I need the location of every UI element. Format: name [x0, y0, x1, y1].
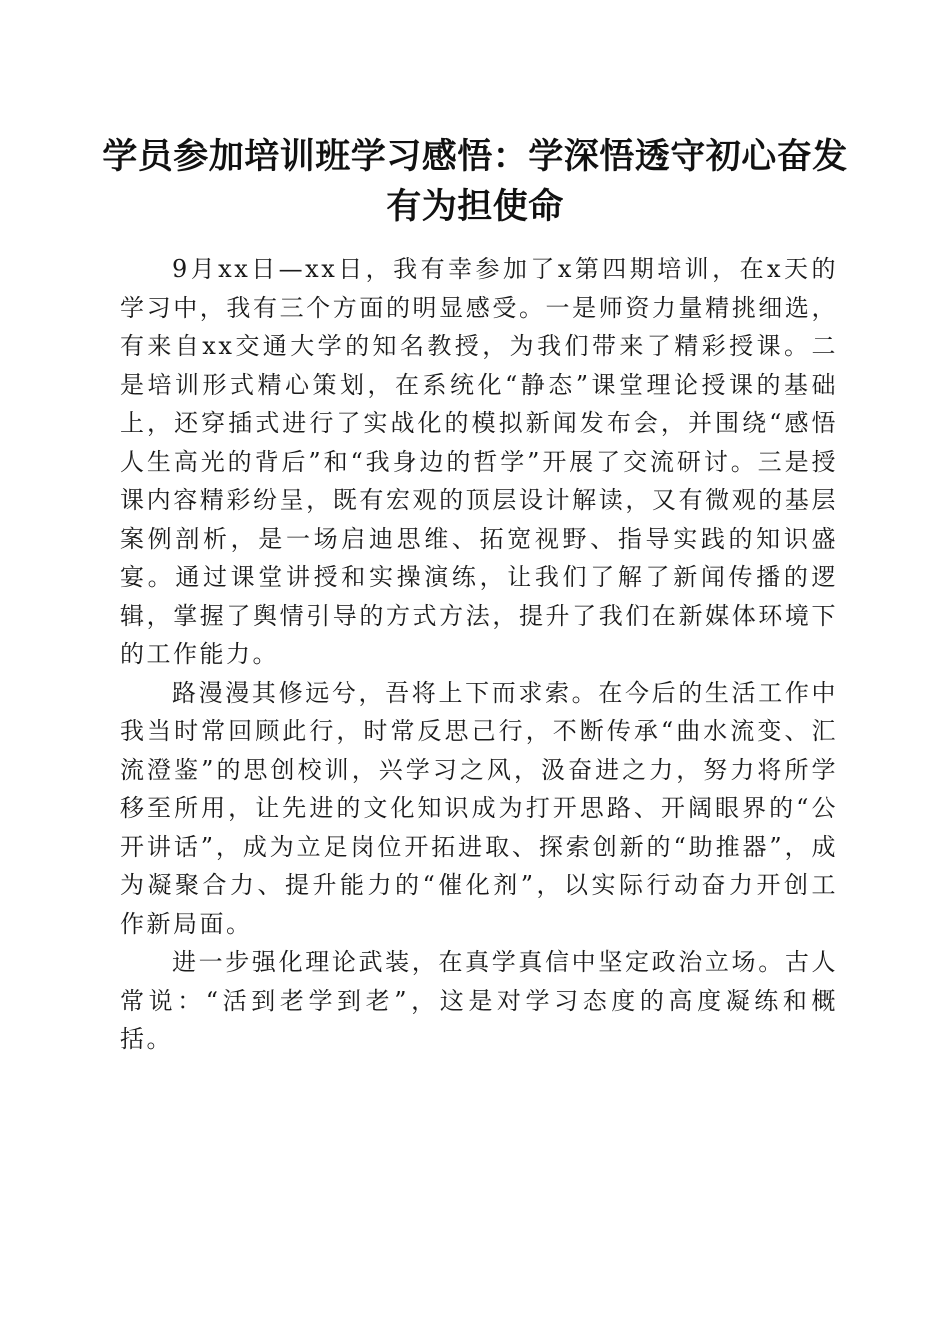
paragraph-3: 进一步强化理论武装，在真学真信中坚定政治立场。古人常说：“活到老学到老”，这是对学习态度的高度凝练和概括。	[120, 948, 838, 1053]
document-title: 学员参加培训班学习感悟：学深悟透守初心奋发有为担使命	[102, 136, 848, 227]
document-body	[120, 250, 838, 1059]
paragraph-1: 9月xx日—xx日，我有幸参加了x第四期培训，在x天的学习中，我有三个方面的明显感受。一是师资力量精挑细选，有来自xx交通大学的知名教授，为我们带来了精彩授课。二是培训形式精心策划，在系统化“静态”课堂理论授课的基础上，还穿插式进行了实战化的模拟新闻发布会，并围绕“感悟人生高光的背后”和“我身边的哲学”开展了交流研讨。三是授课内容精彩纷呈，既有宏观的顶层设计解读，又有微观的基层案例剖析，是一场启迪思维、拓宽视野、指导实践的知识盛宴。通过课堂讲授和实操演练，让我们了解了新闻传播的逻辑，掌握了舆情引导的方式方法，提升了我们在新媒体环境下的工作能力。	[120, 255, 838, 668]
paragraph-2: 路漫漫其修远兮，吾将上下而求索。在今后的生活工作中我当时常回顾此行，时常反思己行，不断传承“曲水流变、汇流澄鉴”的思创校训，兴学习之风，汲奋进之力，努力将所学移至所用，让先进的文化知识成为打开思路、开阔眼界的“公开讲话”，成为立足岗位开拓进取、探索创新的“助推器”，成为凝聚合力、提升能力的“催化剂”，以实际行动奋力开创工作新局面。	[120, 678, 838, 938]
